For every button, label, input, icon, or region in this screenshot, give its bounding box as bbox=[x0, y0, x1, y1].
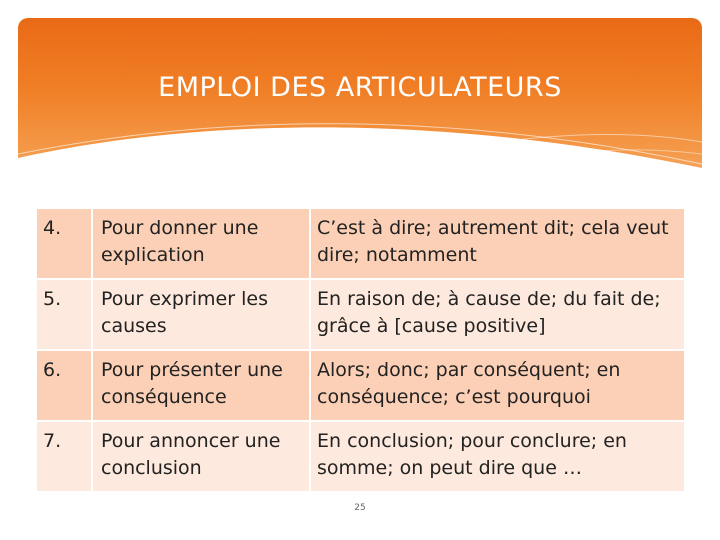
table-row bbox=[37, 280, 684, 349]
row-articulators: Alors; donc; par conséquent; en conséquence; c’est pourquoi bbox=[311, 351, 684, 420]
row-purpose: Pour présenter une conséquence bbox=[93, 351, 311, 420]
articulators-table bbox=[37, 207, 684, 493]
row-number: 6. bbox=[37, 351, 93, 420]
page-number: 25 bbox=[354, 503, 366, 513]
slide-title: EMPLOI DES ARTICULATEURS bbox=[158, 72, 562, 103]
title-banner bbox=[18, 18, 702, 198]
row-purpose: Pour annoncer une conclusion bbox=[93, 422, 311, 491]
row-purpose: Pour donner une explication bbox=[93, 209, 311, 278]
row-articulators: C’est à dire; autrement dit; cela veut dire; notamment bbox=[311, 209, 684, 278]
row-articulators: En conclusion; pour conclure; en somme; on peut dire que … bbox=[311, 422, 684, 491]
row-purpose: Pour exprimer les causes bbox=[93, 280, 311, 349]
row-articulators: En raison de; à cause de; du fait de; grâce à [cause positive] bbox=[311, 280, 684, 349]
table-row bbox=[37, 422, 684, 491]
row-number: 4. bbox=[37, 209, 93, 278]
banner-wave-decoration bbox=[18, 18, 702, 198]
row-number: 5. bbox=[37, 280, 93, 349]
table-row bbox=[37, 209, 684, 278]
table-row bbox=[37, 351, 684, 420]
banner-white-wave bbox=[18, 127, 702, 198]
row-number: 7. bbox=[37, 422, 93, 491]
